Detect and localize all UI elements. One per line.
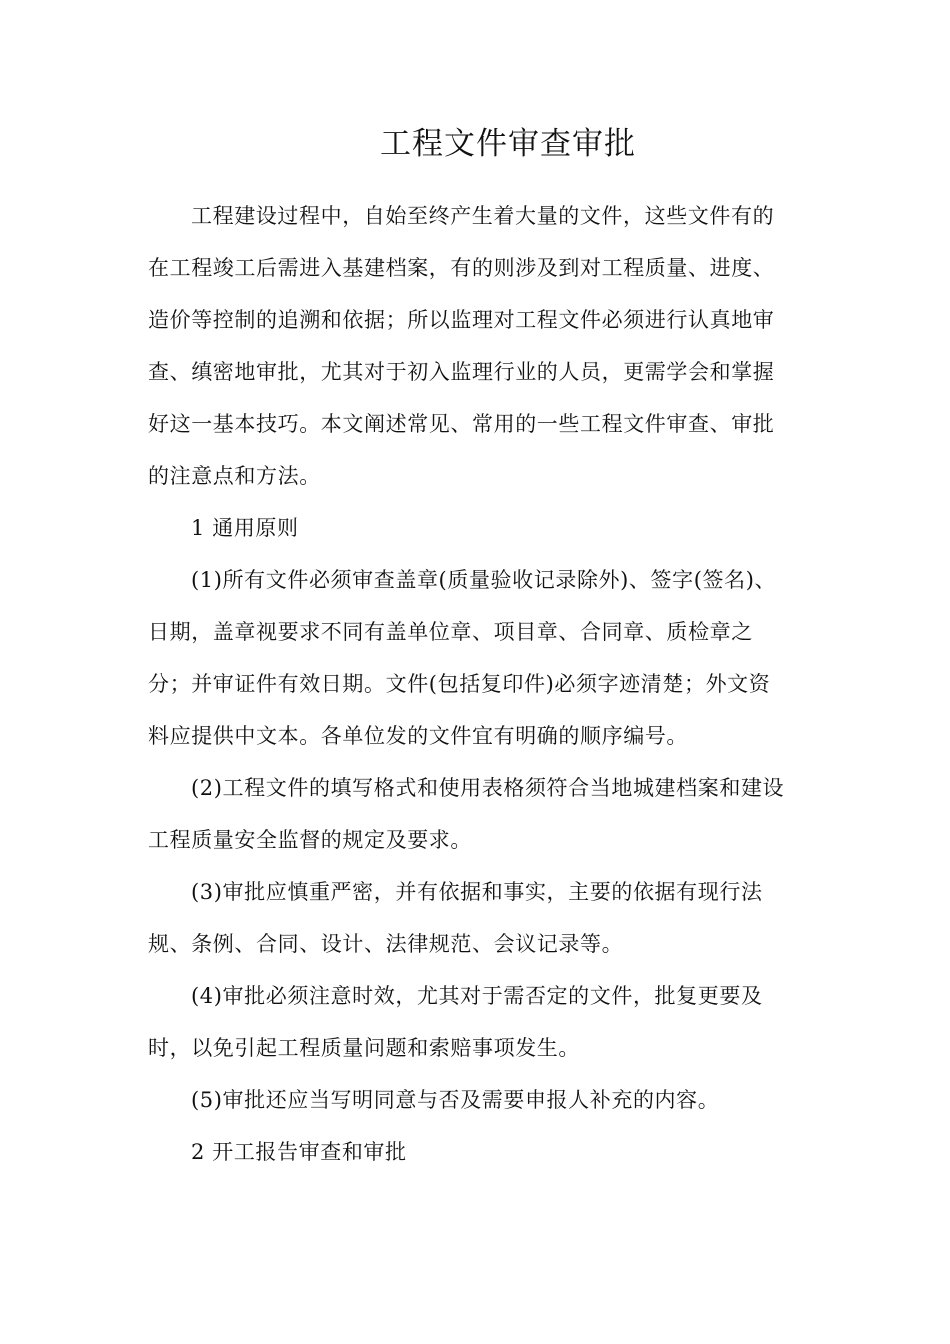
paragraph-line: 的注意点和方法。 <box>148 464 321 488</box>
page-title: 工程文件审查审批 <box>380 126 636 162</box>
paragraph-line: 工程建设过程中，自始至终产生着大量的文件，这些文件有的 <box>191 204 775 228</box>
section-heading: 2 开工报告审查和审批 <box>191 1140 407 1164</box>
paragraph-line: (4)审批必须注意时效，尤其对于需否定的文件，批复更要及 <box>191 984 763 1008</box>
paragraph-line: 时，以免引起工程质量问题和索赔事项发生。 <box>148 1036 580 1060</box>
document-body <box>148 190 802 1178</box>
paragraph-line: 分；并审证件有效日期。文件(包括复印件)必须字迹清楚；外文资 <box>148 672 771 696</box>
paragraph-line: 造价等控制的追溯和依据；所以监理对工程文件必须进行认真地审 <box>148 308 775 332</box>
paragraph-line: (5)审批还应当写明同意与否及需要申报人补充的内容。 <box>191 1088 720 1112</box>
paragraph-line: 规、条例、合同、设计、法律规范、会议记录等。 <box>148 932 624 956</box>
paragraph-line: 查、缜密地审批，尤其对于初入监理行业的人员，更需学会和掌握 <box>148 360 775 384</box>
paragraph-line: (1)所有文件必须审查盖章(质量验收记录除外)、签字(签名)、 <box>191 568 777 592</box>
section-heading: 1 通用原则 <box>191 516 299 540</box>
paragraph-line: 在工程竣工后需进入基建档案，有的则涉及到对工程质量、进度、 <box>148 256 775 280</box>
paragraph-line: (3)审批应慎重严密，并有依据和事实，主要的依据有现行法 <box>191 880 763 904</box>
paragraph-line: 工程质量安全监督的规定及要求。 <box>148 828 472 852</box>
paragraph-line: 好这一基本技巧。本文阐述常见、常用的一些工程文件审查、审批 <box>148 412 775 436</box>
paragraph-line: 料应提供中文本。各单位发的文件宜有明确的顺序编号。 <box>148 724 688 748</box>
paragraph-line: (2)工程文件的填写格式和使用表格须符合当地城建档案和建设 <box>191 776 785 800</box>
paragraph-line: 日期，盖章视要求不同有盖单位章、项目章、合同章、质检章之 <box>148 620 753 644</box>
